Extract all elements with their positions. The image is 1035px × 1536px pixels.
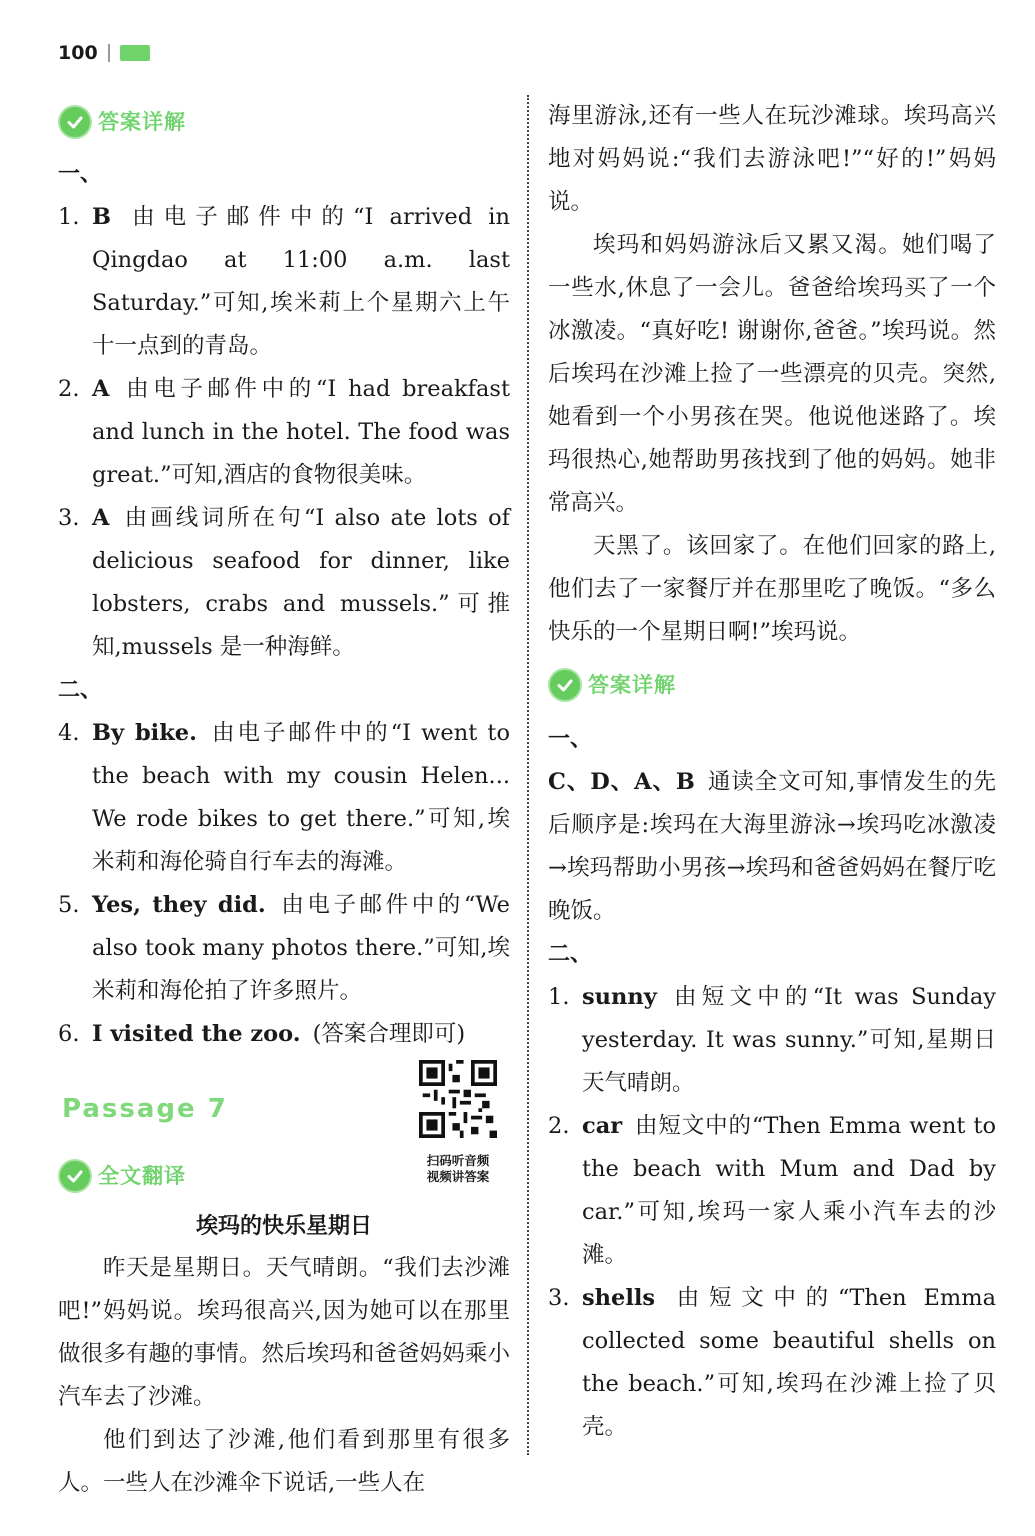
item-answer: A [92,376,110,402]
page-number: 100 [58,42,98,64]
item-explanation: 由电子邮件中的“I arrived in Qingdao at 11:00 a.m. last Saturday.”可知,埃米莉上个星期六上午十一点到的青岛。 [92,204,510,359]
item-explanation: 由电子邮件中的“I had breakfast and lunch in the hotel. The food was great.”可知,酒店的食物很美味。 [92,376,510,488]
answer-item [548,976,996,1105]
qr-code-icon[interactable] [419,1060,497,1138]
page-header [58,42,150,64]
item-explanation: 通读全文可知,事情发生的先后顺序是:埃玛在大海里游泳→埃玛吃冰激凌→埃玛帮助小男孩→埃玛和爸爸妈妈在餐厅吃晚饭。 [548,769,996,924]
story-paragraph-continued: 海里游泳,还有一些人在玩沙滩球。埃玛高兴地对妈妈说:“我们去游泳吧!”“好的!”妈妈说。 [548,103,996,215]
item-number: 1. [548,984,570,1010]
header-tab [120,45,150,61]
item-number: 2. [548,1113,570,1139]
left-column [58,95,510,1505]
item-explanation: 由电子邮件中的“I went to the beach with my cousin Helen... We rode bikes to get there.”可知,埃米莉和海伦骑自行车去的海滩。 [92,720,511,875]
item-answer: A [92,505,110,531]
answer-item [58,712,510,884]
item-explanation: (答案合理即可) [312,1021,466,1047]
check-icon [60,107,90,137]
answer-item [58,497,510,669]
item-explanation: 由画线词所在句“I also ate lots of delicious seafood for dinner, like lobsters, crabs and mussels.”可推知,mussels 是一种海鲜。 [92,505,510,660]
item-explanation: 由电子邮件中的“We also took many photos there.”可知,埃米莉和海伦拍了许多照片。 [92,892,510,1004]
answer-item [58,196,510,368]
story-paragraph: 他们到达了沙滩,他们看到那里有很多人。一些人在沙滩伞下说话,一些人在 [58,1427,510,1496]
story-paragraph: 昨天是星期日。天气晴朗。“我们去沙滩吧!”妈妈说。埃玛很高兴,因为她可以在那里做很多有趣的事情。然后埃玛和爸爸妈妈乘小汽车去了沙滩。 [58,1255,510,1410]
story-title: 埃玛的快乐星期日 [195,1214,372,1239]
qr-block[interactable] [412,1060,504,1185]
item-answer: C、D、A、B [548,769,695,795]
item-number: 3. [548,1285,570,1311]
answer-item [58,884,510,1013]
part-label: 二、 [58,677,103,703]
section-title: 答案详解 [98,109,186,134]
sequence-answer [548,761,996,933]
passage-title: Passage 7 [62,1094,228,1124]
answer-item [58,1013,510,1056]
item-answer: I visited the zoo. [92,1021,301,1047]
item-answer: sunny [582,984,657,1010]
item-answer: car [582,1113,623,1139]
story-paragraph: 埃玛和妈妈游泳后又累又渴。她们喝了一些水,休息了一会儿。爸爸给埃玛买了一个冰激凌。“真好吃! 谢谢你,爸爸。”埃玛说。然后埃玛在沙滩上捡了一些漂亮的贝壳。突然,她看到一个小男孩在哭。他说他迷路了。埃玛很热心,她帮助男孩找到了他的妈妈。她非常高兴。 [548,232,996,516]
item-answer: Yes, they did. [92,892,266,918]
right-column [548,95,996,1449]
qr-caption: 扫码听音频 [426,1153,490,1168]
item-number: 2. [58,376,80,402]
answer-item [548,1277,996,1449]
item-explanation: 由短文中的“It was Sunday yesterday. It was sunny.”可知,星期日天气晴朗。 [582,984,996,1096]
item-number: 3. [58,505,80,531]
item-explanation: 由短文中的“Then Emma went to the beach with Mum and Dad by car.”可知,埃玛一家人乘小汽车去的沙滩。 [582,1113,996,1268]
answer-heading-right [550,660,996,710]
part-label: 一、 [548,726,593,752]
item-answer: By bike. [92,720,197,746]
check-icon [550,670,580,700]
item-number: 4. [58,720,80,746]
answer-item [58,368,510,497]
story-paragraph: 天黑了。该回家了。在他们回家的路上,他们去了一家餐厅并在那里吃了晚饭。“多么快乐的一个星期日啊!”埃玛说。 [548,533,996,645]
item-answer: B [92,204,112,230]
answer-item [548,1105,996,1277]
qr-caption: 视频讲答案 [426,1169,490,1184]
header-divider [108,44,110,62]
item-answer: shells [582,1285,656,1311]
answer-heading-left [60,97,510,147]
column-divider [527,95,529,1455]
part-label: 二、 [548,941,593,967]
section-title: 全文翻译 [98,1163,186,1188]
item-number: 6. [58,1021,80,1047]
section-title: 答案详解 [588,672,676,697]
item-explanation: 由短文中的“Then Emma collected some beautiful shells on the beach.”可知,埃玛在沙滩上捡了贝壳。 [582,1285,996,1440]
item-number: 1. [58,204,80,230]
part-label: 一、 [58,161,103,187]
item-number: 5. [58,892,80,918]
check-icon [60,1161,90,1191]
